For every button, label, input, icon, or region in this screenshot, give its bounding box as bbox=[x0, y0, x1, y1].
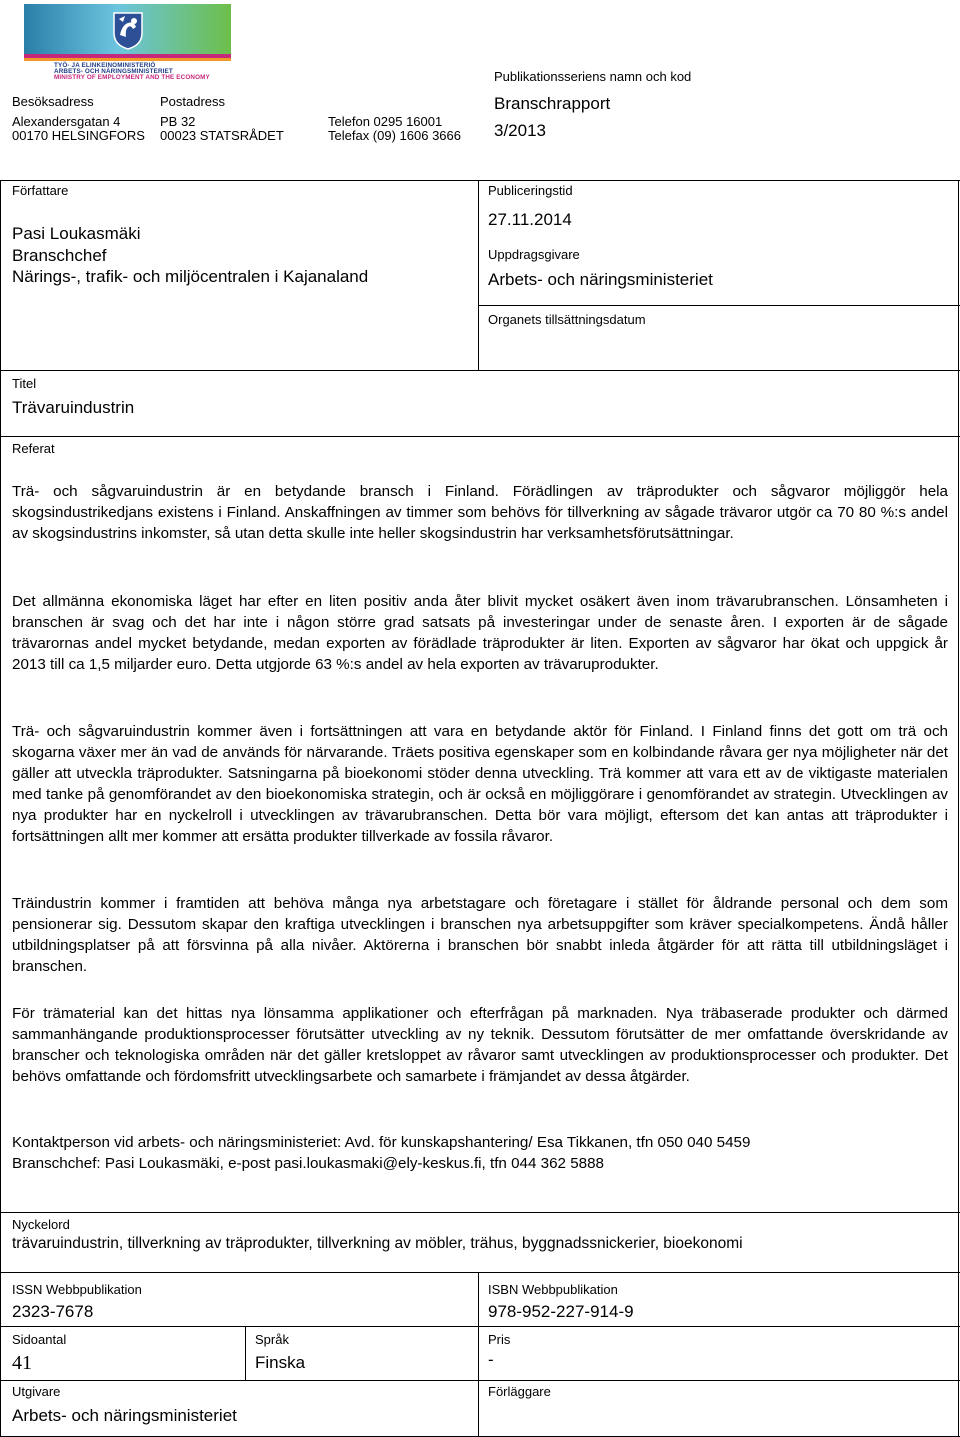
abstract-paragraph-3: Trä- och sågvaruindustrin kommer även i fortsättningen att vara en betydande aktör för Finland. I Finland finns det gott om trä och skogarna växer mer än vad de används för närvarande. Träets positiva egenskaper som en kolbindande råvara ger nya möjligheter när det gäller att utveckla träprodukter. Satsningarna på bioekonomi stöder denna utveckling. Trä kommer att vara ett av de viktigaste materialen med tanke på genomförandet av den bioekonomiska strategin, och är också en möjliggörare i genomförandet av strategin. Utvecklingen av nya produkter har en nyckelroll i utvecklingen av trävarubranschen. Detta bör vara möjligt, eftersom det kan antas att träprodukter i fortsättningen allt mer kommer att ersätta produkter tillverkade av fossila råvaror. bbox=[12, 723, 948, 845]
publisher-value: Arbets- och näringsministeriet bbox=[12, 1406, 237, 1425]
logo-text-fi: TYÖ- JA ELINKEINOMINISTERIÖ bbox=[54, 62, 156, 69]
series-label: Publikationsseriens namn och kod bbox=[494, 69, 692, 84]
distributor-label: Förläggare bbox=[488, 1384, 551, 1399]
isbn-value: 978-952-227-914-9 bbox=[488, 1302, 634, 1321]
price-value: - bbox=[488, 1350, 494, 1369]
visit-address-line2: 00170 HELSINGFORS bbox=[12, 128, 145, 143]
post-address-line2: 00023 STATSRÅDET bbox=[160, 128, 284, 143]
author-name: Pasi Loukasmäki bbox=[12, 224, 141, 243]
lion-crest-icon bbox=[106, 7, 150, 51]
fax-number: Telefax (09) 1606 3666 bbox=[328, 128, 461, 143]
abstract-paragraph-1: Trä- och sågvaruindustrin är en betydande bransch i Finland. Förädlingen av träprodukter och sågvaror möjliggör hela skogsindustrikedjans existens i Finland. Anskaffningen av timmer som behövs för tillverkning av sågade trävaror utgör ca 70 80 %:s andel av skogsindustrins inkomster, så utan detta skulle inte heller skogsindustrin har verksamhetsförutsättningar. bbox=[12, 483, 948, 542]
keywords-value: trävaruindustrin, tillverkning av träprodukter, tillverkning av möbler, trähus, byggnadssnickerier, bioekonomi bbox=[12, 1235, 743, 1252]
appointment-date-label: Organets tillsättningsdatum bbox=[488, 312, 646, 327]
language-label: Språk bbox=[255, 1332, 289, 1347]
author-title: Branschchef bbox=[12, 246, 107, 265]
issn-value: 2323-7678 bbox=[12, 1302, 94, 1321]
abstract-paragraph-5: För trämaterial kan det hittas nya lönsamma applikationer och efterfrågan på marknaden. Nya träbaserade produkter och därmed sammanhängande produktionsprocesser förutsätter utveckling av ny teknik. Dessutom förutsätter de mer omfattande överskridande av branscher och teknologiska områden när det gäller kretsloppet av råvaror samt utvecklingen av produktionsprocesser och produkter. Det behövs omfattande och fördomsfritt utvecklingsarbete och samarbete i främjandet av dessa åtgärder. bbox=[12, 1005, 948, 1085]
frame-right bbox=[958, 180, 959, 1437]
post-address-line1: PB 32 bbox=[160, 114, 196, 129]
contact-branch-chief: Branschchef: Pasi Loukasmäki, e-post pasi.loukasmaki@ely-keskus.fi, tfn 044 362 5888 bbox=[12, 1155, 605, 1172]
publication-date: 27.11.2014 bbox=[488, 210, 572, 229]
logo-text-sv: ARBETS- OCH NÄRINGSMINISTERIET bbox=[54, 68, 173, 75]
issn-label: ISSN Webbpublikation bbox=[12, 1282, 142, 1297]
title-label: Titel bbox=[12, 376, 37, 391]
series-code: 3/2013 bbox=[494, 121, 546, 140]
page-count-label: Sidoantal bbox=[12, 1332, 67, 1347]
logo-text-en: MINISTRY OF EMPLOYMENT AND THE ECONOMY bbox=[54, 74, 210, 81]
page-count-value: 41 bbox=[12, 1352, 32, 1374]
keywords-label: Nyckelord bbox=[12, 1217, 70, 1232]
divider-lower bbox=[478, 1272, 479, 1437]
abstract-paragraph-2: Det allmänna ekonomiska läget har efter en liten positiv anda åter blivit mycket osäkert även inom trävarubranschen. Lönsamheten i branschen är svag och det har inte i någon större grad satsats på investeringar under de senaste åren. I exporten är de sågade trävarornas andel mycket betydande, medan exporten av förädlade träprodukter är liten. Exporten av sågvaror har ökat och uppgick år 2013 till ca 1,5 miljarder euro. Detta utgjorde 63 %:s andel av hela exporten av trävaruprodukter. bbox=[12, 593, 948, 673]
language-value: Finska bbox=[255, 1353, 306, 1372]
frame-top bbox=[0, 180, 960, 181]
publisher-label: Utgivare bbox=[12, 1384, 61, 1399]
isbn-label: ISBN Webbpublikation bbox=[488, 1282, 618, 1297]
frame-left bbox=[0, 180, 1, 1437]
publication-date-label: Publiceringstid bbox=[488, 183, 573, 198]
series-name: Branschrapport bbox=[494, 94, 611, 113]
author-label: Författare bbox=[12, 183, 69, 198]
document-title: Trävaruindustrin bbox=[12, 398, 135, 417]
abstract-label: Referat bbox=[12, 441, 55, 456]
price-label: Pris bbox=[488, 1332, 511, 1347]
ministry-logo bbox=[24, 4, 231, 81]
visit-address-label: Besöksadress bbox=[12, 94, 94, 109]
contact-person: Kontaktperson vid arbets- och näringsministeriet: Avd. för kunskapshantering/ Esa Tikkanen, tfn 050 040 5459 bbox=[12, 1134, 751, 1151]
phone-number: Telefon 0295 16001 bbox=[328, 114, 443, 129]
author-organization: Närings-, trafik- och miljöcentralen i Kajanaland bbox=[12, 267, 369, 286]
divider-upper bbox=[478, 180, 479, 370]
commissioner-label: Uppdragsgivare bbox=[488, 247, 580, 262]
commissioner-value: Arbets- och näringsministeriet bbox=[488, 270, 713, 289]
abstract-paragraph-4: Träindustrin kommer i framtiden att behöva många nya arbetstagare och företagare i stället för åldrande personal och dem som pensionerar sig. Dessutom skapar den kraftiga utvecklingen i branschen nya arbetsuppgifter som kräver specialkompetens. Ändå håller utbildningsplatser på att försvinna på alla nivåer. Aktörerna i branschen bör snabbt inleda åtgärder för att rätta till utbildningsläget i branschen. bbox=[12, 895, 948, 975]
visit-address-line1: Alexandersgatan 4 bbox=[12, 114, 121, 129]
post-address-label: Postadress bbox=[160, 94, 226, 109]
